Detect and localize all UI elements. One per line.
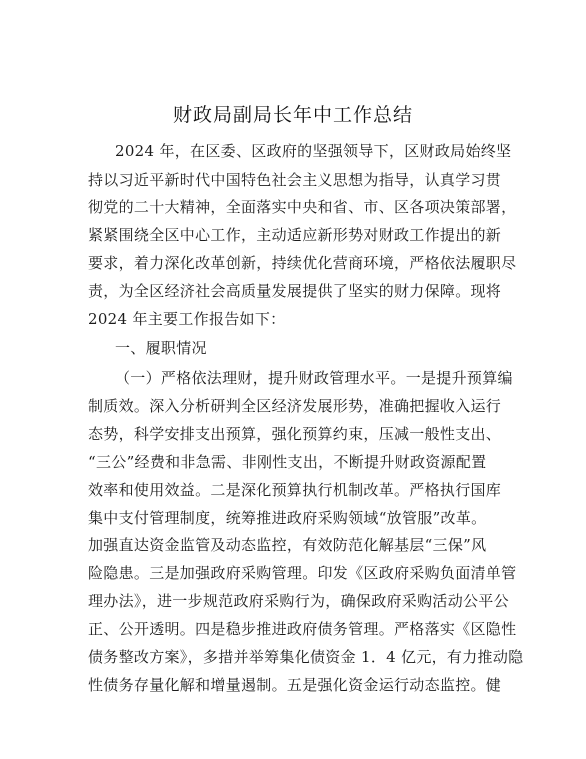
section-line: 加强直达资金监管及动态监控，有效防范化解基层“三保”风 bbox=[88, 536, 487, 554]
intro-line: 紧紧围绕全区中心工作，主动适应新形势对财政工作提出的新 bbox=[88, 226, 502, 244]
section-line: 效率和使用效益。二是深化预算执行机制改革。严格执行国库 bbox=[88, 481, 502, 499]
section-line: 集中支付管理制度，统筹推进政府采购领域“放管服”改革。 bbox=[88, 509, 487, 527]
section-line: 正、公开透明。四是稳步推进政府债务管理。严格落实《区隐性 bbox=[88, 620, 517, 638]
intro-line: 持以习近平新时代中国特色社会主义思想为指导，认真学习贯 bbox=[88, 171, 502, 189]
section-line: 性债务存量化解和增量遏制。五是强化资金运行动态监控。健 bbox=[88, 676, 502, 694]
section-line: 态势，科学安排支出预算，强化预算约束，压减一般性支出、 bbox=[88, 425, 502, 443]
section-line: 险隐患。三是加强政府采购管理。印发《区政府采购负面清单管 bbox=[88, 564, 517, 582]
intro-line: 责，为全区经济社会高质量发展提供了坚实的财力保障。现将 bbox=[88, 282, 502, 300]
section-heading: 一、履职情况 bbox=[115, 339, 207, 357]
intro-line: 要求，着力深化改革创新，持续优化营商环境，严格依法履职尽 bbox=[88, 254, 517, 272]
section-line: “三公”经费和非急需、非刚性支出，不断提升财政资源配置 bbox=[88, 453, 487, 471]
intro-line: 2024 年主要工作报告如下： bbox=[88, 310, 286, 328]
document-title: 财政局副局长年中工作总结 bbox=[172, 104, 413, 126]
intro-line: 彻党的二十大精神，全面落实中央和省、市、区各项决策部署， bbox=[88, 198, 517, 216]
intro-line: 2024 年，在区委、区政府的坚强领导下，区财政局始终坚 bbox=[115, 142, 512, 160]
section-line: 债务整改方案》，多措并举筹集化债资金 1．4 亿元，有力推动隐 bbox=[88, 648, 524, 666]
section-line: 制质效。深入分析研判全区经济发展形势，准确把握收入运行 bbox=[88, 397, 502, 415]
section-line: 理办法》，进一步规范政府采购行为，确保政府采购活动公平公 bbox=[88, 592, 509, 610]
section-line: （一）严格依法理财，提升财政管理水平。一是提升预算编 bbox=[115, 369, 513, 387]
